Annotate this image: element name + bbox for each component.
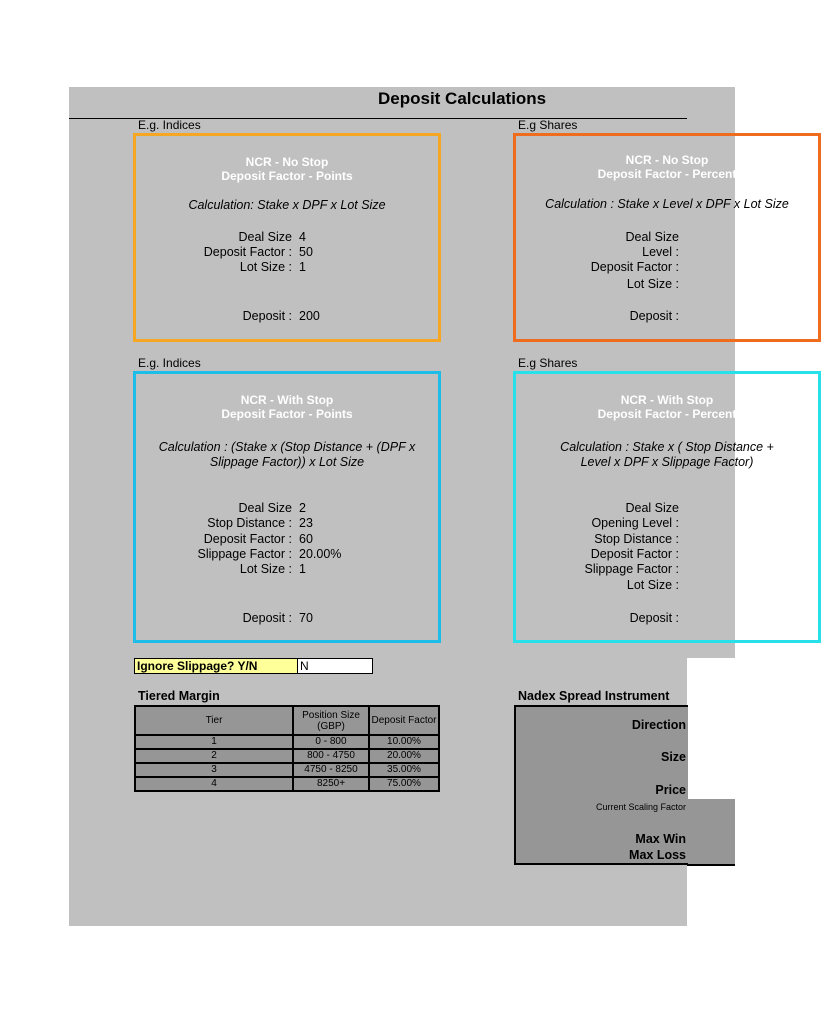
- box-subtitle: Deposit Factor - Points: [221, 169, 353, 183]
- example-label-indices: E.g. Indices: [138, 118, 201, 132]
- deposit-factor-label: Deposit Factor :: [590, 547, 679, 561]
- table-row: [135, 777, 439, 791]
- tiered-margin-title: Tiered Margin: [138, 689, 220, 703]
- scaling-factor-label: Current Scaling Factor: [595, 802, 686, 812]
- deal-size-value[interactable]: 4: [299, 230, 306, 244]
- deposit-factor-cell[interactable]: 10.00%: [369, 735, 439, 749]
- slippage-factor-label: Slippage Factor :: [584, 562, 679, 576]
- example-label-shares: E.g Shares: [518, 356, 578, 370]
- deposit-label: Deposit :: [629, 611, 679, 625]
- deposit-factor-label: Deposit Factor :: [203, 532, 292, 546]
- lot-size-value[interactable]: 1: [299, 260, 306, 274]
- stop-distance-label: Stop Distance :: [207, 516, 292, 530]
- deposit-factor-label: Deposit Factor :: [203, 245, 292, 259]
- size-label: Size: [660, 750, 686, 764]
- lot-size-label: Lot Size :: [626, 578, 679, 592]
- deal-size-label: Deal Size: [625, 501, 679, 515]
- box-subtitle: Deposit Factor - Percent: [597, 167, 737, 181]
- box-subtitle: Deposit Factor - Points: [221, 407, 353, 421]
- ignore-slippage-row: [134, 658, 373, 674]
- table-row: [135, 763, 439, 777]
- max-win-label: Max Win: [635, 832, 686, 846]
- tier-cell[interactable]: 2: [135, 749, 293, 763]
- table-row: [135, 735, 439, 749]
- position-size-cell[interactable]: 0 - 800: [293, 735, 369, 749]
- box-title: NCR - No Stop: [625, 153, 709, 167]
- deposit-factor-label: Deposit Factor :: [590, 260, 679, 274]
- deposit-factor-value[interactable]: 50: [299, 245, 313, 259]
- ignore-slippage-label: Ignore Slippage? Y/N: [135, 659, 298, 673]
- deposit-label: Deposit :: [242, 611, 292, 625]
- calculation-formula-line1: Calculation : Stake x ( Stop Distance +: [560, 440, 774, 454]
- nadex-panel-extension: [687, 799, 735, 866]
- ncr-no-stop-percent-clip: [513, 133, 789, 342]
- deal-size-label: Deal Size: [625, 230, 679, 244]
- deposit-factor-cell[interactable]: 35.00%: [369, 763, 439, 777]
- nadex-panel: [514, 705, 688, 865]
- lot-size-value[interactable]: 1: [299, 562, 306, 576]
- calculation-formula-line2: Level x DPF x Slippage Factor): [580, 455, 754, 469]
- position-size-cell[interactable]: 8250+: [293, 777, 369, 791]
- price-label: Price: [655, 783, 686, 797]
- lot-size-label: Lot Size :: [239, 562, 292, 576]
- calculation-formula: Calculation : Stake x Level x DPF x Lot Size: [545, 197, 789, 211]
- lot-size-label: Lot Size :: [239, 260, 292, 274]
- box-title: NCR - No Stop: [245, 155, 329, 169]
- ncr-no-stop-percent-box: [513, 133, 821, 342]
- lot-size-label: Lot Size :: [626, 277, 679, 291]
- table-row: [135, 749, 439, 763]
- ignore-slippage-input[interactable]: N: [298, 659, 372, 673]
- level-label: Level :: [642, 245, 679, 259]
- box-title: NCR - With Stop: [240, 393, 334, 407]
- box-title: NCR - With Stop: [620, 393, 714, 407]
- nadex-title: Nadex Spread Instrument: [518, 689, 670, 703]
- max-loss-label: Max Loss: [629, 848, 686, 862]
- ncr-with-stop-percent-clip: [513, 371, 774, 643]
- ncr-with-stop-percent-box: [513, 371, 821, 643]
- position-size-cell[interactable]: 800 - 4750: [293, 749, 369, 763]
- deposit-factor-cell[interactable]: 20.00%: [369, 749, 439, 763]
- tier-column-header: Tier: [135, 706, 293, 735]
- stop-distance-value[interactable]: 23: [299, 516, 313, 530]
- position-size-cell[interactable]: 4750 - 8250: [293, 763, 369, 777]
- tier-cell[interactable]: 1: [135, 735, 293, 749]
- example-label-shares: E.g Shares: [518, 118, 578, 132]
- tier-cell[interactable]: 3: [135, 763, 293, 777]
- deposit-value: 70: [299, 611, 313, 625]
- slippage-factor-label: Slippage Factor :: [197, 547, 292, 561]
- deal-size-value[interactable]: 2: [299, 501, 306, 515]
- deposit-value: 200: [299, 309, 320, 323]
- direction-label: Direction: [631, 718, 686, 732]
- deposit-label: Deposit :: [629, 309, 679, 323]
- calculation-formula: Calculation: Stake x DPF x Lot Size: [188, 198, 386, 212]
- deal-size-label: Deal Size: [238, 230, 292, 244]
- deposit-factor-column-header: Deposit Factor: [369, 706, 439, 735]
- box-subtitle: Deposit Factor - Percent: [597, 407, 737, 421]
- slippage-factor-value[interactable]: 20.00%: [299, 547, 342, 561]
- stop-distance-label: Stop Distance :: [594, 532, 679, 546]
- ncr-with-stop-points-box: [133, 371, 441, 643]
- calculation-formula-line2: Slippage Factor)) x Lot Size: [209, 455, 365, 469]
- position-size-column-header: Position Size (GBP): [293, 706, 369, 735]
- tiered-margin-table: [134, 705, 440, 792]
- example-label-indices: E.g. Indices: [138, 356, 201, 370]
- page-title: Deposit Calculations: [378, 89, 547, 108]
- calculation-formula-line1: Calculation : (Stake x (Stop Distance + (DPF x: [158, 440, 416, 454]
- opening-level-label: Opening Level :: [591, 516, 679, 530]
- ncr-no-stop-points-box: [133, 133, 441, 342]
- deposit-label: Deposit :: [242, 309, 292, 323]
- table-header-row: [135, 706, 439, 735]
- tier-cell[interactable]: 4: [135, 777, 293, 791]
- deposit-factor-value[interactable]: 60: [299, 532, 313, 546]
- deal-size-label: Deal Size: [238, 501, 292, 515]
- deposit-factor-cell[interactable]: 75.00%: [369, 777, 439, 791]
